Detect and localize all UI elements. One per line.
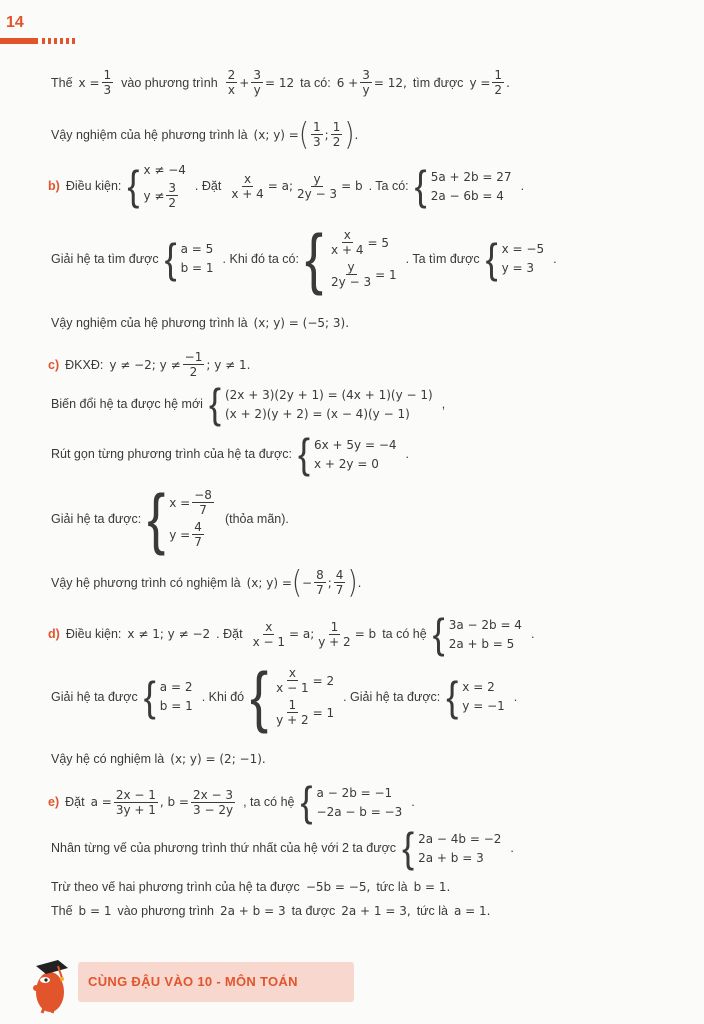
line-8: Rút gọn từng phương trình của hệ ta được: { 6x + 5y = −4 x + 2y = 0 . [51,429,409,477]
footer-banner [78,962,354,1002]
line-17: Thế b = 1 vào phương trình 2a + b = 3 ta được 2a + 1 = 3, tức là a = 1. [51,904,491,918]
header-bar [0,38,38,44]
line-12: Giải hệ ta được { a = 2 b = 1 . Khi đó { $\frac{x}{x - 1}$ = 2 $\frac{1}{y + 2}$ = 1 . Giải hệ ta được: { x = 2 y = −1 . [51,659,518,734]
line-11: d) Điều kiện: x ≠ 1; y ≠ −2 . Đặt $\frac{x}{x - 1}$ = a; $\frac{1}{y + 2}$ = b ta có hệ { 3a − 2b = 4 2a + b = 5 . [48,609,535,657]
line-10: Vậy hệ phương trình có nghiệm là (x; y) = ( − $\frac{8}{7}$ ; 4 7 ) . [51,564,362,601]
line-15: Nhân từng vế của phương trình thứ nhất của hệ với 2 ta được { 2a − 4b = −2 2a + b = 3 . [51,823,514,871]
line-7: Biến đổi hệ ta được hệ mới { (2x + 3)(2y + 1) = (4x + 1)(y − 1) (x + 2)(y + 2) = (x − 4)(y − 1) , [51,379,446,427]
line-4: Giải hệ ta tìm được { a = 5 b = 1 . Khi đó ta có: { $\frac{x}{x + 4}$ = 5 $\frac{y}{2y - 3}$ = 1 . Ta tìm được { x = −5 y = 3 . [51,221,557,296]
line-6: c) ĐKXĐ: y ≠ −2; y ≠ −1 2 ; y ≠ 1. [48,350,251,379]
page-number: 14 [6,14,24,31]
line-14: e) Đặt a = $\frac{2x - 1}{3y + 1}$ , b = $\frac{2x - 3}{3 - 2y}$ , ta có hệ { a − 2b = −1 −2a − b = −3 . [48,777,415,825]
line-3: b) Điều kiện: { x ≠ −4 y ≠ 3 2 . Đặt $\frac{x}{x + 4}$ = a; $\frac{y}{2y - 3}$ = b . Ta có: { 5a + 2b = 27 2a − 6b = 4 . [48,161,525,210]
line-16: Trừ theo vế hai phương trình của hệ ta được −5b = −5, tức là b = 1. [51,880,451,894]
line-9: Giải hệ ta được: { x = $\frac{-8}{7}$ y = $\frac{4}{7}$ (thỏa mãn). [51,481,289,556]
footer-title: CÙNG ĐẬU VÀO 10 - MÔN TOÁN [88,974,298,989]
mascot-bean-icon [28,958,74,1014]
line-2: Vậy nghiệm của hệ phương trình là (x; y) = ( 1 3 ; 1 2 ) . [51,116,359,153]
line-5: Vậy nghiệm của hệ phương trình là (x; y) = (−5; 3). [51,316,350,330]
header-dashes [42,38,75,44]
line-13: Vậy hệ có nghiệm là (x; y) = (2; −1). [51,752,266,766]
line-1: Thế x = $\frac{1}{3}$ vào phương trình 2 x + $\frac{3}{y}$ = 12 ta có: 6 + $\frac{3}{y}$ = 12, tìm được y = $\frac{1}{2}$ . [51,68,510,97]
